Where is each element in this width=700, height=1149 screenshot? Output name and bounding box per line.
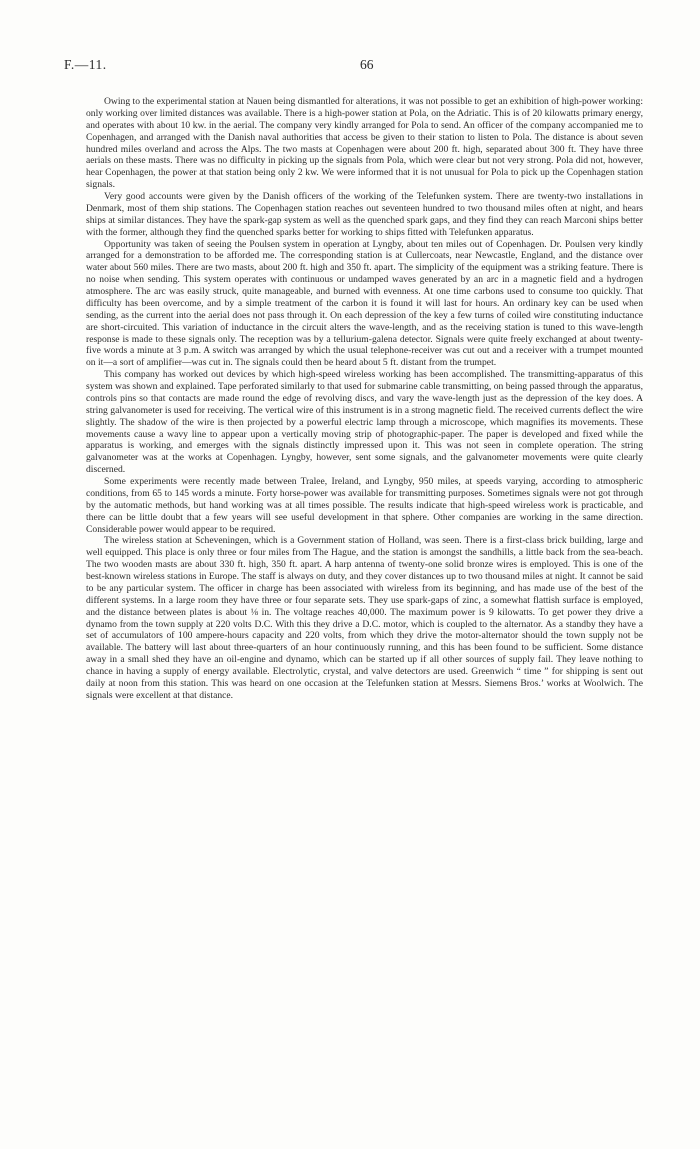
paragraph-high-speed-apparatus: This company has worked out devices by which high-speed wireless working has been accomplished. The transmitting-apparatus of this system was shown and explained. Tape perforated similarly to that used for submarine cable transmitting, on being passed through the apparatus, controls pins so that contacts are made round the edge of revolving discs, and vary the wave-length just as the depression of the key does. A string galvanometer is used for receiving. The vertical wire of this instrument is in a strong magnetic field. The received currents deflect the wire slightly. The shadow of the wire is then projected by a powerful electric lamp through a microscope, which magnifies its movements. These movements cause a wavy line to appear upon a vertically moving strip of photographic-paper. The paper is developed and fixed while the apparatus is working, and emerges with the signals distinctly impressed upon it. This was not seen in complete operation. The string galvanometer was at the works at Copenhagen. Lyngby, however, sent some signals, and the galvanometer movements were quite clearly discerned. xyxy=(86,369,643,476)
page-header xyxy=(64,57,636,75)
body-text xyxy=(86,96,643,702)
paragraph-nauen-pola: Owing to the experimental station at Nauen being dismantled for alterations, it was not possible to get an exhibition of high-power working: only working over limited distances was available. There is a high-power station at Pola, on the Adriatic. This is of 20 kilowatts primary energy, and operates with about 10 kw. in the aerial. The company very kindly arranged for Pola to send. An officer of the company accompanied me to Copenhagen, and arranged with the Danish naval authorities that access be given to their station to listen to Pola. The distance is about seven hundred miles overland and across the Alps. The two masts at Copenhagen were about 200 ft. high, separated about 300 ft. They have three aerials on these masts. There was no difficulty in picking up the signals from Pola, which were clear but not very strong. Pola did not, however, hear Copenhagen, the power at that station being only 2 kw. We were informed that it is not unusual for Pola to pick up the Copenhagen station signals. xyxy=(86,96,643,191)
paragraph-scheveningen: The wireless station at Scheveningen, which is a Government station of Holland, was seen. There is a first-class brick building, large and well equipped. This place is only three or four miles from The Hague, and the station is amongst the sandhills, a little back from the sea-beach. The two wooden masts are about 330 ft. high, 350 ft. apart. A harp antenna of twenty-one solid bronze wires is employed. This is one of the best-known wireless stations in Europe. The staff is always on duty, and they cover distances up to two thousand miles at night. It cannot be said to be any particular system. The officer in charge has been associated with wireless from its beginning, and has made use of the best of the different systems. In a large room they have three or four separate sets. They use spark-gaps of zinc, a somewhat flattish surface is employed, and the distance between plates is about ⅛ in. The voltage reaches 40,000. The maximum power is 9 kilowatts. To get power they drive a dynamo from the town supply at 220 volts D.C. With this they drive a D.C. motor, which is coupled to the alternator. As a standby they have a set of accumulators of 100 ampere-hours capacity and 220 volts, from which they drive the motor-alternator should the town supply not be available. The battery will last about three-quarters of an hour continuously running, and this has been found to be sufficient. Some distance away in a small shed they have an oil-engine and dynamo, which can be started up if all other sources of supply fail. They leave nothing to chance in having a supply of energy available. Electrolytic, crystal, and valve detectors are used. Greenwich “ time ” for shipping is sent out daily at noon from this station. This was heard on one occasion at the Telefunken station at Messrs. Siemens Bros.’ works at Woolwich. The signals were excellent at that distance. xyxy=(86,535,643,701)
paragraph-tralee-experiments: Some experiments were recently made between Tralee, Ireland, and Lyngby, 950 miles, at speeds varying, according to atmospheric conditions, from 65 to 145 words a minute. Forty horse-power was available for transmitting purposes. Sometimes signals were not got through by the automatic methods, but hand working was at all times possible. The results indicate that high-speed wireless work is practicable, and there can be little doubt that a few years will see useful development in that sphere. Other companies are working in the same direction. Considerable power would appear to be required. xyxy=(86,476,643,535)
page-number: 66 xyxy=(360,57,374,72)
document-reference: F.—11. xyxy=(64,57,107,72)
paragraph-poulsen-lyngby: Opportunity was taken of seeing the Poulsen system in operation at Lyngby, about ten miles out of Copenhagen. Dr. Poulsen very kindly arranged for a demonstration to be afforded me. The corresponding station is at Cullercoats, near Newcastle, England, and the distance over water about 560 miles. There are two masts, about 200 ft. high and 350 ft. apart. The simplicity of the equipment was a striking feature. There is no noise when sending. This system operates with continuous or undamped waves generated by an arc in a magnetic field and a hydrogen atmosphere. The arc was easily struck, quite manageable, and burned with evenness. At one time carbons used to consume too quickly. That difficulty has been overcome, and by a simple treatment of the carbon it is found it will last for hours. An ordinary key can be used when sending, as the current into the aerial does not pass through it. On each depression of the key a few turns of coiled wire constituting inductance are short-circuited. This variation of inductance in the circuit alters the wave-length, and as the receiving station is tuned to this wave-length response is made to these signals only. The reception was by a tellurium-galena detector. Signals were quite freely exchanged at about twenty-five words a minute at 3 p.m. A switch was arranged by which the usual telephone-receiver was cut out and a receiver with a trumpet mounted on it—a sort of amplifier—was cut in. The signals could then be heard about 5 ft. distant from the trumpet. xyxy=(86,238,643,369)
paragraph-telefunken-denmark: Very good accounts were given by the Danish officers of the working of the Telefunken system. There are twenty-two installations in Denmark, most of them ship stations. The Copenhagen station reaches out seventeen hundred to two thousand miles often at night, and hears ships at similar distances. They have the spark-gap system as well as the quenched spark gaps, and they find they can reach Marconi ships better with the former, although they find the quenched sparks better for working to ships fitted with Telefunken apparatus. xyxy=(86,191,643,238)
